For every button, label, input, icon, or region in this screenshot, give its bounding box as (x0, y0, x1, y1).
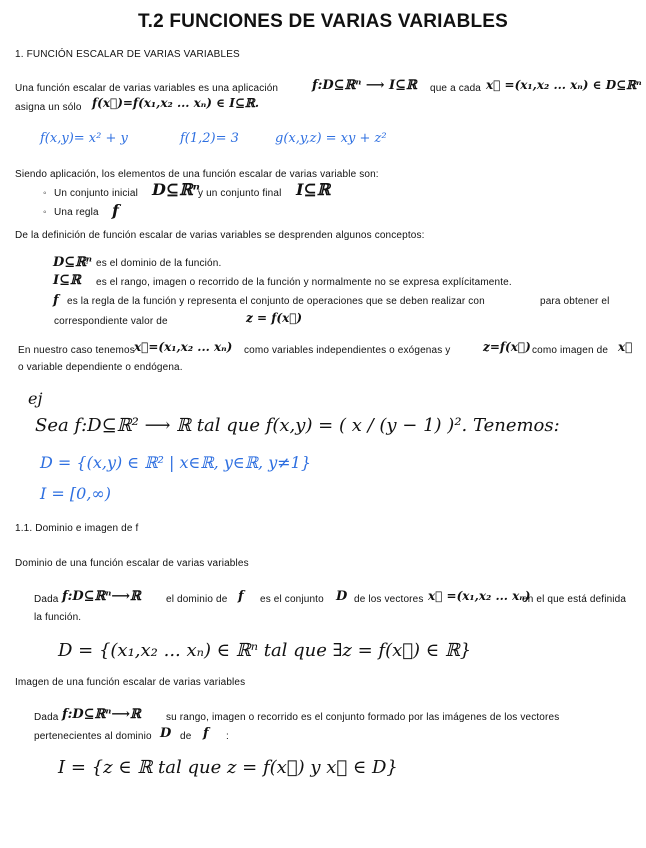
list-item: es el rango, imagen o recorrido de la función y normalmente no se expresa explícitamente. (96, 277, 512, 288)
case-text: como variables independientes o exógenas y (244, 345, 451, 356)
example-formula: g(x,y,z) = xy + z² (275, 131, 387, 146)
intro-image: f(x⃗)=f(x₁,x₂ ... xₙ) ∈ I⊆ℝ. (92, 96, 260, 110)
inline-formula: z = f(x⃗) (246, 311, 303, 325)
page-title: T.2 FUNCIONES DE VARIAS VARIABLES (137, 11, 509, 32)
image-text: su rango, imagen o recorrido es el conjunto formado por las imágenes de los vectores (166, 712, 560, 723)
domain-text: es el conjunto (260, 594, 324, 605)
domain-text: Dada (34, 594, 59, 605)
image-text: pertenecientes al dominio (34, 731, 152, 742)
image-formula: I = {z ∈ ℝ tal que z = f(x⃗) y x⃗ ∈ D} (58, 757, 398, 778)
list-item: ◦ es el dominio de la función. (96, 258, 221, 269)
rule-symbol: f (112, 201, 119, 220)
inline-formula: D (336, 589, 348, 604)
example-formula: f(1,2)= 3 (180, 131, 239, 146)
set-formula: I⊆ℝ (296, 180, 331, 199)
example-formula: Sea f:D⊆ℝ² ⟶ ℝ tal que f(x,y) = ( x / (y − 1) )². Tenemos: (35, 415, 560, 436)
example-image: I = [0,∞) (40, 484, 111, 503)
list-text: para obtener el (540, 296, 610, 307)
rule-symbol: f (53, 293, 59, 308)
inline-formula: x⃗ (618, 340, 633, 354)
list-item: ◦ Una regla (54, 207, 99, 218)
subsection-title: Imagen de una función escalar de varias variables (15, 677, 246, 688)
domain-text: de los vectores (354, 594, 424, 605)
example-formula: f(x,y)= x² + y (40, 131, 128, 146)
example-domain: D = {(x,y) ∈ ℝ² | x∈ℝ, y∈ℝ, y≠1} (40, 453, 311, 472)
list-item: ◦ Un conjunto inicial (54, 188, 138, 199)
inline-formula: x⃗ =(x₁,x₂ ... xₙ) (428, 589, 531, 603)
intro-vector: x⃗ =(x₁,x₂ ... xₙ) ∈ D⊆ℝⁿ (486, 78, 642, 92)
inline-formula: x⃗=(x₁,x₂ ... xₙ) (134, 340, 233, 354)
domain-formula: D = {(x₁,x₂ ... xₙ) ∈ ℝⁿ tal que ∃z = f(x⃗) ∈ ℝ} (58, 640, 472, 661)
list-text: y un conjunto final (198, 188, 282, 199)
set-formula: I⊆ℝ (53, 273, 81, 288)
list-item: es la regla de la función y representa el conjunto de operaciones que se deben realizar con (67, 296, 485, 307)
example-label: ej (28, 389, 43, 408)
image-text: de (180, 731, 192, 742)
image-text: : (226, 731, 229, 742)
inline-formula: f:D⊆ℝⁿ⟶ℝ (62, 589, 141, 604)
section-heading: 1. FUNCIÓN ESCALAR DE VARIAS VARIABLES (15, 49, 240, 60)
list-text: correspondiente valor de (54, 316, 168, 327)
inline-formula: f:D⊆ℝⁿ⟶ℝ (62, 707, 141, 722)
inline-formula: f (238, 589, 244, 604)
set-formula: D⊆ℝⁿ (152, 180, 200, 199)
case-text: o variable dependiente o endógena. (18, 362, 183, 373)
intro-text: asigna un sólo (15, 102, 82, 113)
case-text: como imagen de (532, 345, 609, 356)
set-formula: D⊆ℝⁿ (53, 255, 92, 270)
concepts-intro: De la definición de función escalar de varias variables se desprenden algunos conceptos: (15, 230, 425, 241)
inline-formula: D (160, 726, 172, 741)
subsection-title: Dominio de una función escalar de varias variables (15, 558, 249, 569)
elements-intro: Siendo aplicación, los elementos de una función escalar de varias variable son: (15, 169, 379, 180)
domain-text: en el que está definida (522, 594, 627, 605)
subsection-heading: 1.1. Dominio e imagen de f (15, 523, 139, 534)
case-text: En nuestro caso tenemos (18, 345, 135, 356)
intro-mapping: f:D⊆ℝⁿ ⟶ I⊆ℝ (312, 78, 417, 93)
intro-text: que a cada (430, 83, 481, 94)
inline-formula: z=f(x⃗) (483, 340, 531, 354)
domain-text: la función. (34, 612, 82, 623)
intro-text: Una función escalar de varias variables es una aplicación (15, 83, 279, 94)
domain-text: el dominio de (166, 594, 228, 605)
image-text: Dada (34, 712, 59, 723)
inline-formula: f (203, 726, 209, 741)
